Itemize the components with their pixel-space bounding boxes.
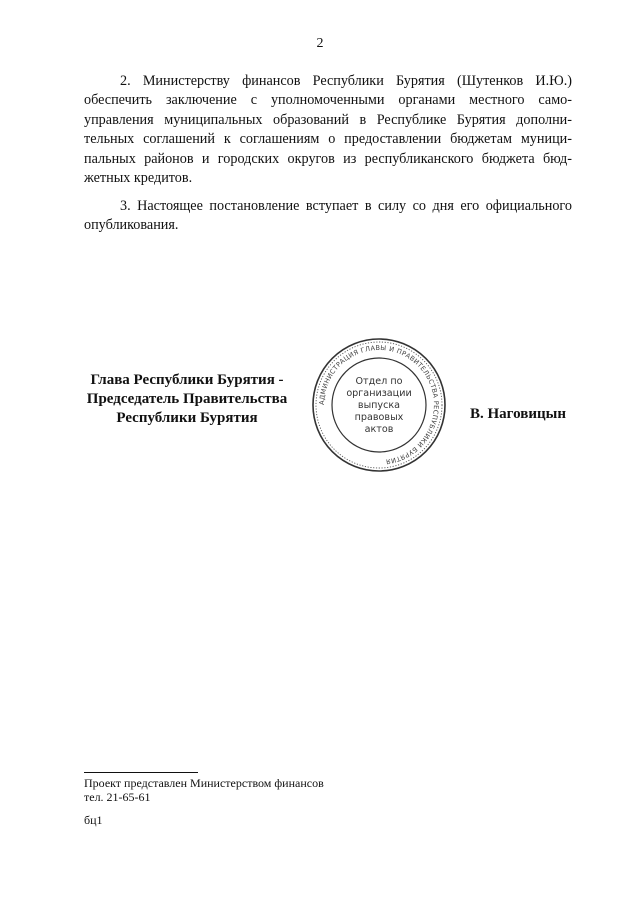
- paragraph-2: 2. Министерству финансов Республики Бурятия (Шутенков И.Ю.) обеспечить заключение с уполномоченными органами местного самоуправления муниципальных образований в Республике Бурятия дополнительных соглашений к соглашениям о предоставлении бюджетам муниципальных районов и городских округов из республиканского бюджета бюджетных кредитов.: [84, 73, 572, 187]
- seal-center-line: Отдел по: [355, 376, 403, 387]
- signature-block: [0, 336, 640, 476]
- position-line: Глава Республики Бурятия -: [90, 372, 284, 388]
- seal-center-line: выпуска: [357, 400, 401, 411]
- seal-ring-text: АДМИНИСТРАЦИЯ ГЛАВЫ И ПРАВИТЕЛЬСТВА РЕСПУБЛИКИ БУРЯТИЯ: [317, 343, 441, 466]
- seal-center-line: актов: [364, 424, 394, 435]
- page-number: 2: [316, 36, 324, 51]
- paragraph-3: 3. Настоящее постановление вступает в силу со дня его официального опубликования.: [84, 198, 572, 234]
- seal-center-line: организации: [346, 388, 412, 399]
- footer-note: [84, 772, 324, 827]
- position-line: Председатель Правительства: [86, 391, 288, 407]
- signer-name: В. Наговицын: [470, 406, 566, 422]
- official-seal-stamp: [310, 336, 448, 474]
- footer-divider: [84, 772, 198, 773]
- signatory-position: [66, 371, 308, 428]
- position-line: Республики Бурятия: [116, 410, 258, 426]
- seal-center-line: правовых: [354, 412, 404, 423]
- document-code: бц1: [84, 813, 103, 827]
- footer-line: тел. 21-65-61: [84, 790, 151, 804]
- footer-line: Проект представлен Министерством финансов: [84, 776, 324, 790]
